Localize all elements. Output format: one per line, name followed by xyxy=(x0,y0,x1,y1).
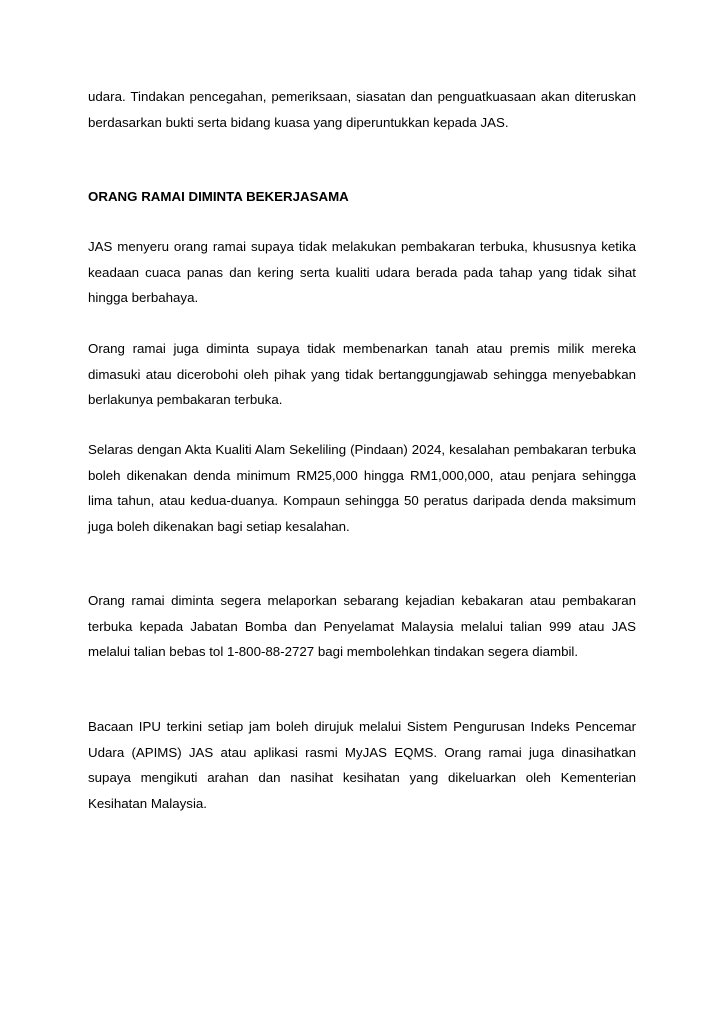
paragraph-reporting: Orang ramai diminta segera melaporkan sebarang kejadian kebakaran atau pembakaran terbuka kepada Jabatan Bomba dan Penyelamat Malaysia melalui talian 999 atau JAS melalui talian bebas tol 1-800-88-2727 bagi membolehkan tindakan segera diambil. xyxy=(88,593,636,660)
paragraph-intro-continuation: udara. Tindakan pencegahan, pemeriksaan, siasatan dan penguatkuasaan akan diteruskan berdasarkan bukti serta bidang kuasa yang diperuntukkan kepada JAS. xyxy=(88,89,636,130)
paragraph-land-owners: Orang ramai juga diminta supaya tidak membenarkan tanah atau premis milik mereka dimasuki atau dicerobohi oleh pihak yang tidak bertanggungjawab sehingga menyebabkan berlakunya pembakaran terbuka. xyxy=(88,341,636,408)
paragraph-penalties: Selaras dengan Akta Kualiti Alam Sekeliling (Pindaan) 2024, kesalahan pembakaran terbuka boleh dikenakan denda minimum RM25,000 hingga RM1,000,000, atau penjara sehingga lima tahun, atau kedua-duanya. Kompaun sehingga 50 peratus daripada denda maksimum juga boleh dikenakan bagi setiap kesalahan. xyxy=(88,442,636,534)
section-heading: ORANG RAMAI DIMINTA BEKERJASAMA xyxy=(88,189,349,204)
paragraph-ipu-readings: Bacaan IPU terkini setiap jam boleh dirujuk melalui Sistem Pengurusan Indeks Pencemar Udara (APIMS) JAS atau aplikasi rasmi MyJAS EQMS. Orang ramai juga dinasihatkan supaya mengikuti arahan dan nasihat kesihatan yang dikeluarkan oleh Kementerian Kesihatan Malaysia. xyxy=(88,719,636,811)
paragraph-appeal: JAS menyeru orang ramai supaya tidak melakukan pembakaran terbuka, khususnya ketika keadaan cuaca panas dan kering serta kualiti udara berada pada tahap yang tidak sihat hingga berbahaya. xyxy=(88,239,636,306)
